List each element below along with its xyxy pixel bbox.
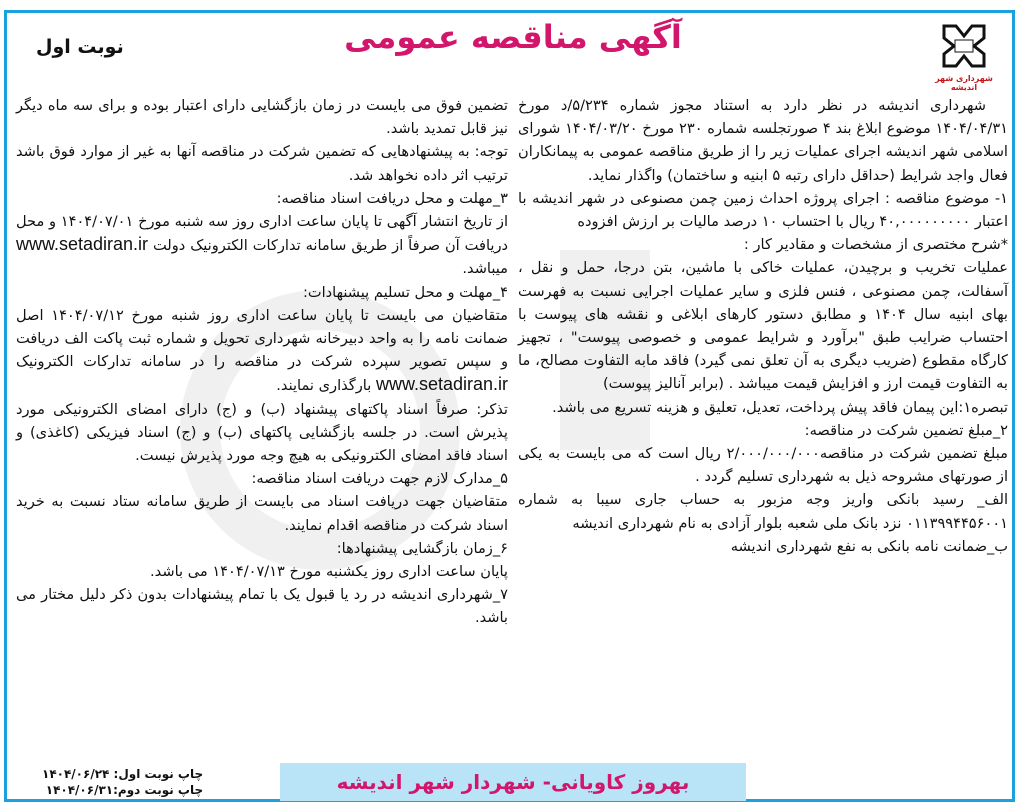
required-docs-heading: ۵_مدارک لازم جهت دریافت اسناد مناقصه: (251, 470, 508, 488)
setad-link-2[interactable]: www.setadiran.ir (375, 374, 508, 395)
submission-heading: ۴_مهلت و محل تسلیم پیشنهادات: (302, 283, 508, 301)
setad-link[interactable]: www.setadiran.ir (16, 234, 149, 255)
left-column (16, 94, 508, 630)
guarantee-validity: تضمین فوق می بایست در زمان بازگشایی دارای اعتبار بوده و برای سه ماه دیگر نیز قابل تمدید باشد. (16, 97, 508, 138)
submission-end: بارگذاری نمایند. (276, 377, 376, 395)
print-dates (42, 766, 203, 798)
work-description: عملیات تخریب و برچیدن، عملیات خاکی با ماشین، بتن درجا، حمل و نقل ، آسفالت، چمن مصنوعی ، فنس فلزی و سایر عملیات اجرایی نسبت به فهرست بهای ابنیه سال ۱۴۰۴ و مطابق دستور کارهای ابلاغی و نقشه های پیوست با احتساب ضرایب طبق "برآورد و شرایط عمومی و خصوصی پیوست" ، تجهیز کارگاه مقطوع (ضریب دیگری به آن تعلق نمی گیرد) فاقد مابه التفاوت مصالح، ما به التفاوت قیمت ارز و افزایش قیمت میباشد . (برابر آنالیز پیوست) (518, 259, 1008, 393)
print-first: چاپ نوبت اول: ۱۴۰۴/۰۶/۲۴ (42, 767, 204, 781)
guarantee-option-b: ب_ضمانت نامه بانکی به نفع شهرداری اندیشه (730, 537, 1008, 555)
rights-reserved: ۷_شهرداری اندیشه در رد یا قبول یک با تمام پیشنهادات بدون ذکر دلیل مختار می باشد. (16, 586, 508, 627)
required-docs-text: متقاضیان جهت دریافت اسناد می بایست از طریق سامانه ستاد نسبت به خرید اسناد شرکت در مناقصه اقدام نمایند. (16, 493, 508, 534)
reminder-note: تذکر: صرفاً اسناد پاکتهای پیشنهاد (ب) و (ج) دارای امضای الکترونیکی مورد پذیرش است. در جلسه بازگشایی پاکتهای (ب) و (ج) اسناد فیزیکی (کاغذی) و اسناد فاقد امضای الکترونیکی به هیچ وجه مورد پذیرش نیست. (16, 400, 508, 465)
submission-body: متقاضیان می بایست تا پایان ساعت اداری روز شنبه مورخ ۱۴۰۴/۰۷/۱۲ اصل ضمانت نامه را به واحد دبیرخانه شهرداری تحویل و شماره ثبت پاکت الف دریافت و سپس تصویر سپرده شرکت در مناقصه را در سامانه تدارکات الکترونیک (16, 306, 508, 371)
submission-text (16, 304, 508, 398)
opening-text: پایان ساعت اداری روز یکشنبه مورخ ۱۴۰۴/۰۷/۱۳ می باشد. (150, 563, 508, 581)
logo-caption: شهرداری شهر اندیشه (935, 74, 993, 92)
turn-label: نوبت اول (36, 36, 124, 58)
signature-box: بهروز کاویانی- شهردار شهر اندیشه (280, 763, 746, 801)
guarantee-option-a: الف_ رسید بانکی واریز وجه مزبور به حساب جاری سیبا به شماره ۰۱۱۳۹۹۴۴۵۶۰۰۱ نزد بانک ملی شعبه بلوار آزادی به نام شهرداری اندیشه (518, 491, 1008, 532)
docs-deadline-end: میباشد. (462, 260, 508, 278)
work-summary-heading: *شرح مختصری از مشخصات و مقادیر کار : (743, 236, 1008, 254)
attention-note: توجه: به پیشنهادهایی که تضمین شرکت در مناقصه آنها به غیر از موارد فوق باشد ترتیب اثر داده نخواهد شد. (16, 143, 508, 184)
note-1: تبصره۱:این پیمان فاقد پیش پرداخت، تعدیل، تعلیق و هزینه تسریع می باشد. (552, 398, 1008, 416)
docs-deadline-body: از تاریخ انتشار آگهی تا پایان ساعت اداری روز سه شنبه مورخ ۱۴۰۴/۰۷/۰۱ و محل دریافت آن صرفاً از طریق سامانه تدارکات الکترونیک دولت (16, 213, 508, 255)
intro-paragraph: شهرداری اندیشه در نظر دارد به استناد مجوز شماره ۵/۲۳۴/د مورخ ۱۴۰۴/۰۴/۳۱ موضوع ابلاغ بند ۴ صورتجلسه شماره ۲۳۰ مورخ ۱۴۰۴/۰۳/۲۰ شورای اسلامی شهر اندیشه اجرای عملیات زیر را از طریق مناقصه عمومی به پیمانکاران فعال واجد شرایط (حداقل دارای رتبه ۵ ابنیه و ساختمان) واگذار نماید. (518, 97, 1008, 184)
subject-paragraph: ۱- موضوع مناقصه : اجرای پروژه احداث زمین چمن مصنوعی در شهر اندیشه با اعتبار ۴۰,۰۰۰۰۰۰۰۰۰ ریال با احتساب ۱۰ درصد مالیات بر ارزش افزوده (518, 189, 1008, 231)
right-column (518, 94, 1008, 558)
opening-heading: ۶_زمان بازگشایی پیشنهادها: (336, 539, 508, 557)
guarantee-amount: مبلغ تضمین شرکت در مناقصه۲/۰۰۰/۰۰۰/۰۰۰ ریال است که می بایست به یکی از صورتهای مشروحه ذیل به شهرداری تسلیم گردد . (518, 445, 1008, 486)
print-second: چاپ نوبت دوم:۱۴۰۴/۰۶/۳۱ (45, 783, 204, 797)
docs-deadline-heading: ۳_مهلت و محل دریافت اسناد مناقصه: (276, 189, 508, 207)
page-title: آگهی مناقصه عمومی (344, 18, 682, 56)
guarantee-heading: ۲_مبلغ تضمین شرکت در مناقصه: (804, 421, 1008, 439)
docs-deadline-text (16, 210, 508, 281)
